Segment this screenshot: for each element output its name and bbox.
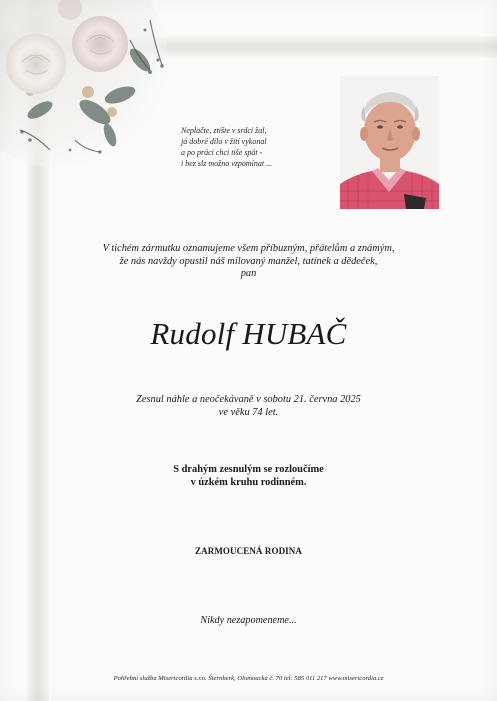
portrait-photo [340, 76, 439, 209]
death-info-line: ve věku 74 let. [218, 406, 279, 418]
farewell-notice [50, 464, 447, 489]
family-signature: ZARMOUCENÁ RODINA [195, 546, 302, 556]
deceased-name: Rudolf HUBAČ [150, 316, 347, 351]
announcement-line: pan [240, 268, 257, 279]
poem-line: i bez slz možno vzpomínat ... [181, 159, 273, 168]
death-info [50, 394, 447, 419]
poem-line: Neplačte, ztište v srdci žal, [181, 126, 267, 135]
funeral-service-footer: Pohřební služba Misericordia s.r.o. Šternberk, Olomoucká č. 70 tel: 585 011 217 www.misericordia.cz [113, 675, 384, 682]
farewell-line: S drahým zesnulým se rozloučíme [173, 464, 324, 475]
announcement-line: že nás navždy opustil náš milovaný manžel, tatínek a dědeček, [119, 255, 378, 267]
announcement-line: V tichém zármutku oznamujeme všem příbuzným, přátelům a známým, [102, 243, 395, 254]
announcement-text [50, 243, 447, 281]
farewell-line: v úzkém kruhu rodinném. [190, 476, 307, 488]
death-info-line: Zesnul náhle a neočekávaně v sobotu 21. června 2025 [136, 394, 361, 405]
floral-decoration-icon [0, 0, 175, 175]
memorial-poem [181, 125, 331, 169]
closing-line: Nikdy nezapomeneme... [200, 615, 297, 626]
poem-line: já dobré dílo v žití vykonal [181, 137, 267, 146]
poem-line: a po práci chci tiše spát - [181, 148, 263, 157]
